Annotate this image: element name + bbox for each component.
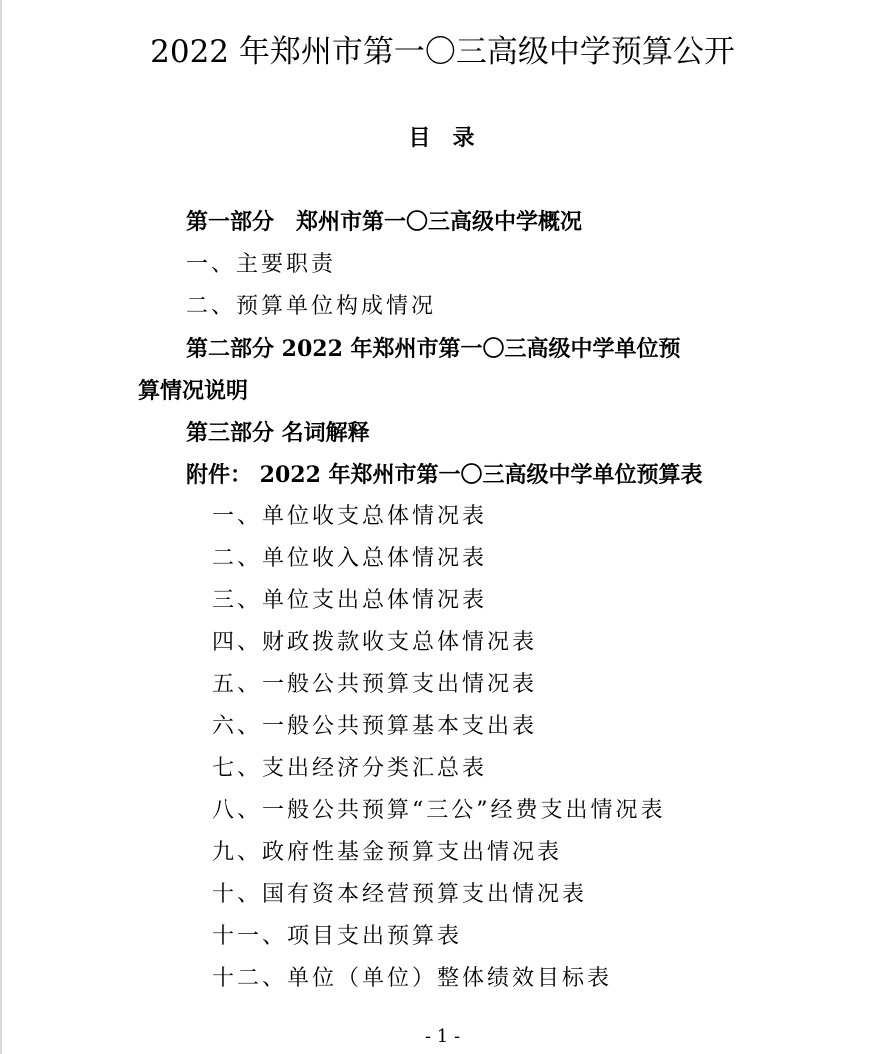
toc-appendix-item: 一、单位收支总体情况表 [212,504,488,529]
toc-appendix-item: 十二、单位（单位）整体绩效目标表 [212,966,613,991]
document-title: 2022 年郑州市第一〇三高级中学预算公开 [150,34,735,70]
toc-appendix-title: 附件： 2022 年郑州市第一〇三高级中学单位预算表 [186,462,703,488]
toc-part2-title-continued: 算情况说明 [138,378,249,404]
toc-part1-item: 一、主要职责 [186,252,337,277]
toc-appendix-item: 十一、项目支出预算表 [212,924,463,949]
toc-appendix-item: 六、一般公共预算基本支出表 [212,714,538,739]
toc-part3-title: 第三部分 名词解释 [186,420,370,446]
toc-part1-title: 第一部分 郑州市第一〇三高级中学概况 [186,209,583,235]
toc-appendix-item: 四、财政拨款收支总体情况表 [212,630,538,655]
toc-appendix-item: 三、单位支出总体情况表 [212,588,488,613]
toc-appendix-item: 五、一般公共预算支出情况表 [212,672,538,697]
toc-appendix-item: 七、支出经济分类汇总表 [212,756,488,781]
page-number: - 1 - [424,1026,461,1047]
toc-part2-title: 第二部分 2022 年郑州市第一〇三高级中学单位预 [186,336,681,362]
toc-part1-item: 二、预算单位构成情况 [186,294,437,319]
toc-appendix-item: 二、单位收入总体情况表 [212,546,488,571]
toc-appendix-item: 十、国有资本经营预算支出情况表 [212,882,588,907]
toc-heading: 目录 [408,125,497,151]
toc-appendix-item: 九、政府性基金预算支出情况表 [212,840,563,865]
page-edge [0,0,2,1054]
toc-appendix-item: 八、一般公共预算“三公”经费支出情况表 [212,798,666,823]
